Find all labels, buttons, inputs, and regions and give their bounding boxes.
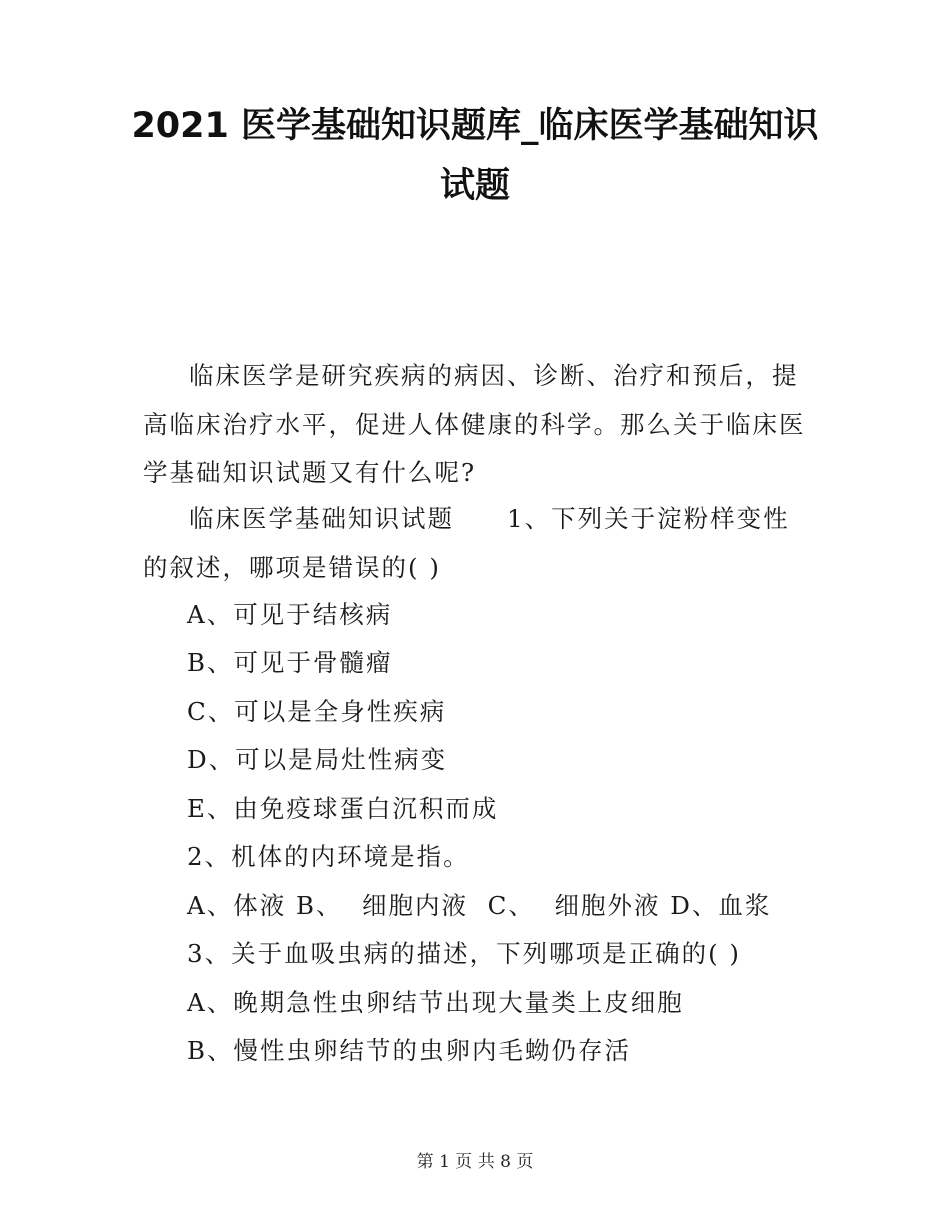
question-3-stem: 3、关于血吸虫病的描述，下列哪项是正确的( ) (187, 939, 741, 968)
question-2-stem: 2、机体的内环境是指。 (187, 842, 470, 871)
q3-option-b: B、慢性虫卵结节的虫卵内毛蚴仍存活 (187, 1036, 632, 1065)
q1-option-d: D、可以是局灶性病变 (187, 745, 448, 774)
q2-options: A、体液 B、 细胞内液 C、 细胞外液 D、血浆 (187, 891, 772, 920)
q1-option-a: A、可见于结核病 (187, 600, 393, 629)
document-title: 2021 医学基础知识题库_临床医学基础知识试题 (131, 106, 819, 206)
intro-paragraph: 临床医学是研究疾病的病因、诊断、治疗和预后，提高临床治疗水平，促进人体健康的科学。那么关于临床医学基础知识试题又有什么呢? (143, 361, 806, 487)
q1-option-b: B、可见于骨髓瘤 (187, 648, 393, 677)
q3-option-a: A、晚期急性虫卵结节出现大量类上皮细胞 (187, 988, 684, 1017)
q1-option-c: C、可以是全身性疾病 (187, 697, 447, 726)
page-number: 第 1 页 共 8 页 (416, 1152, 534, 1172)
question-1-stem: 临床医学基础知识试题 1、下列关于淀粉样变性的叙述，哪项是错误的( ) (143, 504, 790, 582)
q1-option-e: E、由免疫球蛋白沉积而成 (187, 794, 499, 823)
